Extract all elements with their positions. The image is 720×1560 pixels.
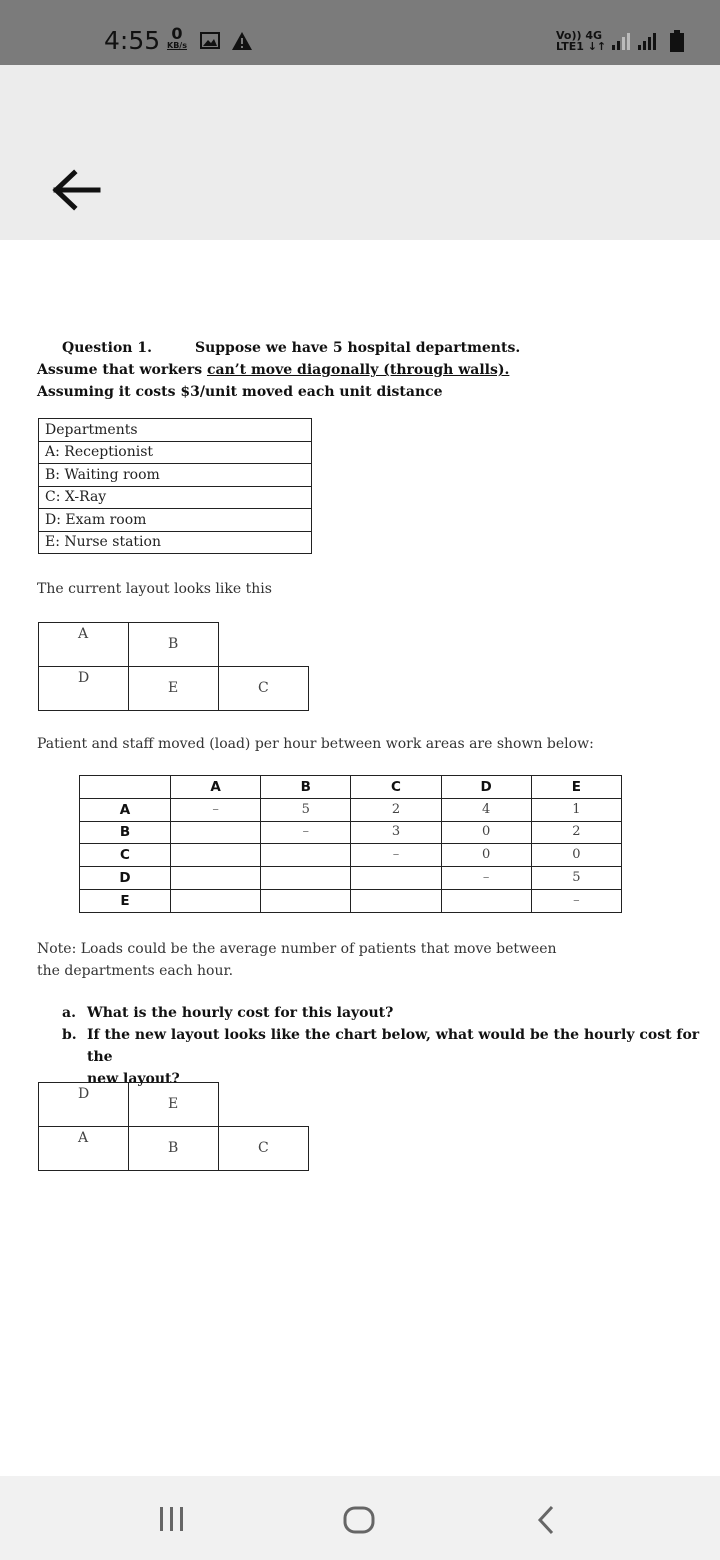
- assumption-underlined-text: can’t move diagonally (through walls).: [206, 362, 510, 378]
- network-type-line1: Vo)) 4G: [556, 29, 603, 42]
- question-document: [0, 240, 720, 1476]
- matrix-row-header: E: [80, 889, 171, 912]
- signal-icon: [612, 32, 634, 50]
- matrix-cell: 4: [441, 798, 531, 821]
- matrix-cell: 3: [351, 821, 441, 844]
- department-item: A: Receptionist: [39, 441, 312, 464]
- matrix-row-header: B: [80, 821, 171, 844]
- note-line: Note: Loads could be the average number of patients that move between: [37, 941, 557, 957]
- layout-cell: D: [38, 1082, 129, 1127]
- matrix-cell: [171, 821, 261, 844]
- status-time: 4:55: [104, 26, 161, 55]
- network-type: [556, 30, 606, 52]
- matrix-col-header: B: [261, 776, 351, 799]
- question-label: Question 1.: [62, 340, 152, 356]
- matrix-corner: [80, 776, 171, 799]
- layout-cell: B: [128, 622, 219, 667]
- layout-cell: B: [128, 1126, 219, 1171]
- loads-note: [37, 938, 557, 982]
- matrix-col-header: D: [441, 776, 531, 799]
- home-icon[interactable]: [343, 1506, 375, 1534]
- network-type-line2: LTE1 ↓↑: [556, 40, 607, 53]
- matrix-cell: –: [351, 844, 441, 867]
- network-speed-unit: KB/s: [167, 41, 187, 50]
- app-bar: [0, 65, 720, 240]
- matrix-cell: 0: [531, 844, 621, 867]
- layout-cell: A: [38, 622, 129, 667]
- matrix-row-header: C: [80, 844, 171, 867]
- matrix-cell: [261, 867, 351, 890]
- matrix-col-header: E: [531, 776, 621, 799]
- matrix-cell: –: [531, 889, 621, 912]
- matrix-cell: 5: [531, 867, 621, 890]
- matrix-cell: [351, 867, 441, 890]
- sub-question-b: [62, 1024, 720, 1090]
- matrix-cell: –: [261, 821, 351, 844]
- matrix-cell: [351, 889, 441, 912]
- current-layout-caption: The current layout looks like this: [37, 581, 272, 597]
- warning-icon: [231, 31, 253, 51]
- matrix-cell: –: [171, 798, 261, 821]
- matrix-cell: [261, 844, 351, 867]
- image-icon: [200, 32, 220, 49]
- sub-questions: [62, 1002, 720, 1090]
- layout-cell: E: [128, 666, 219, 711]
- recent-apps-icon[interactable]: [158, 1506, 186, 1532]
- back-chevron-icon[interactable]: [535, 1505, 557, 1535]
- departments-table: [38, 418, 312, 554]
- note-line: the departments each hour.: [37, 963, 234, 979]
- assumption-text: Assume that workers: [37, 362, 203, 378]
- department-item: E: Nurse station: [39, 531, 312, 554]
- loads-intro: Patient and staff moved (load) per hour between work areas are shown below:: [37, 736, 594, 752]
- matrix-row-header: A: [80, 798, 171, 821]
- sub-question-text: If the new layout looks like the chart below, what would be the hourly cost for the: [87, 1027, 700, 1065]
- assumption-line: [37, 362, 509, 378]
- sub-question-label: b.: [62, 1027, 77, 1043]
- matrix-cell: 0: [441, 821, 531, 844]
- battery-icon: [670, 30, 684, 52]
- matrix-cell: –: [441, 867, 531, 890]
- matrix-cell: 0: [441, 844, 531, 867]
- department-item: C: X-Ray: [39, 486, 312, 509]
- load-matrix-table: [79, 775, 622, 913]
- layout-cell: D: [38, 666, 129, 711]
- layout-cell: C: [218, 1126, 309, 1171]
- arrow-left-icon: [48, 165, 104, 215]
- matrix-cell: [171, 889, 261, 912]
- matrix-cell: [171, 867, 261, 890]
- sub-question-a: [62, 1002, 720, 1024]
- layout-cell: C: [218, 666, 309, 711]
- matrix-cell: [441, 889, 531, 912]
- cost-line: Assuming it costs $3/unit moved each unit distance: [37, 384, 443, 400]
- matrix-cell: [171, 844, 261, 867]
- layout-cell: A: [38, 1126, 129, 1171]
- department-item: D: Exam room: [39, 509, 312, 532]
- back-button[interactable]: [48, 165, 104, 215]
- matrix-col-header: A: [171, 776, 261, 799]
- matrix-cell: 2: [351, 798, 441, 821]
- matrix-cell: 1: [531, 798, 621, 821]
- matrix-row-header: D: [80, 867, 171, 890]
- layout-cell: E: [128, 1082, 219, 1127]
- sub-question-label: a.: [62, 1005, 76, 1021]
- network-speed-value: 0: [171, 24, 183, 43]
- question-title: [62, 340, 520, 356]
- department-item: B: Waiting room: [39, 464, 312, 487]
- sub-question-text: new layout?: [87, 1071, 180, 1087]
- network-speed: [164, 26, 190, 51]
- sub-question-text: What is the hourly cost for this layout?: [87, 1005, 394, 1021]
- question-text: Suppose we have 5 hospital departments.: [194, 340, 521, 356]
- navigation-bar: [0, 1476, 720, 1560]
- status-bar: [0, 0, 720, 65]
- matrix-cell: 5: [261, 798, 351, 821]
- departments-header: Departments: [39, 419, 312, 442]
- matrix-cell: [261, 889, 351, 912]
- matrix-col-header: C: [351, 776, 441, 799]
- signal-icon: [638, 32, 660, 50]
- matrix-cell: 2: [531, 821, 621, 844]
